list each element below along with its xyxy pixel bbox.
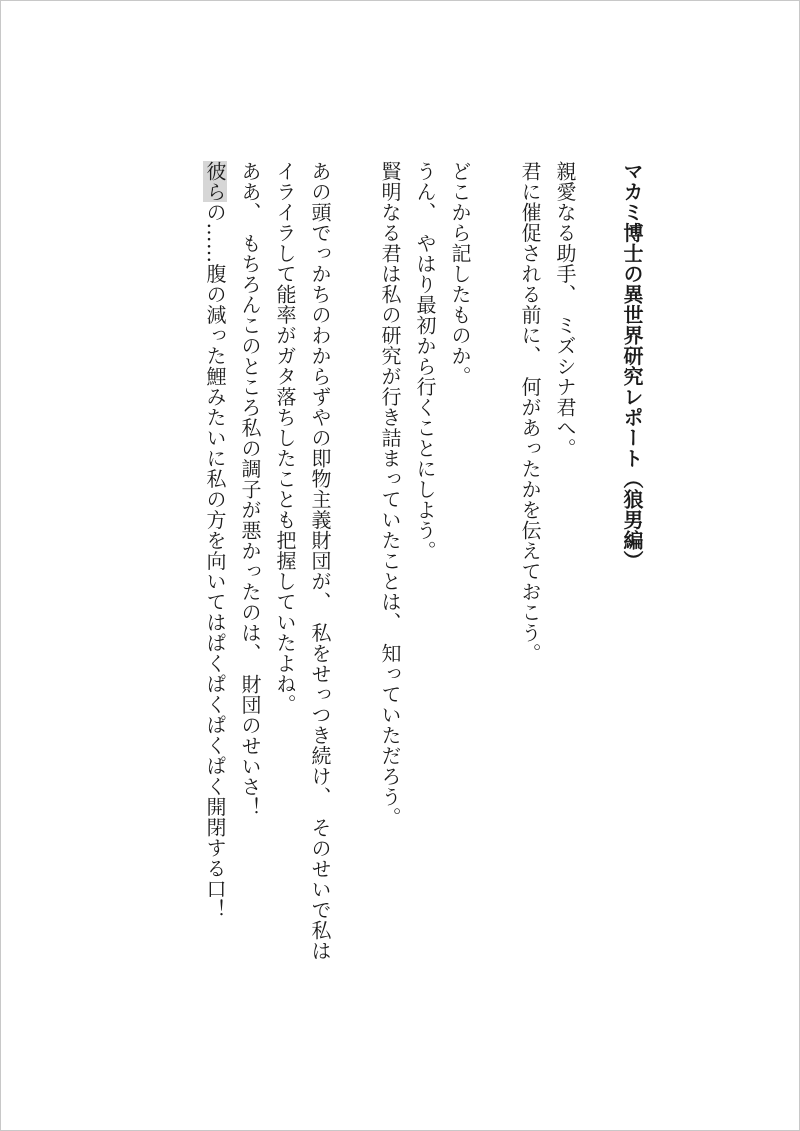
- text-line-7: イライラして能率がガタ落ちしたことも把握していたよね。: [273, 161, 297, 715]
- text-line-9-rest: の……腹の減った鯉みたいに私の方を向いてはぱくぱくぱくぱく開閉する口！: [203, 202, 227, 920]
- vertical-text-body: [197, 161, 649, 961]
- text-line-8: ああ、 もちろんこのところ私の調子が悪かったのは、 財団のせいさ！: [238, 161, 262, 818]
- text-line-3: どこから記したものか。: [448, 161, 472, 387]
- text-selection-highlight[interactable]: 彼ら: [203, 161, 227, 202]
- text-line-4: うん、 やはり最初から行くことにしよう。: [413, 161, 437, 561]
- document-title: マカミ博士の異世界研究レポート（狼男編）: [620, 161, 644, 571]
- text-line-1: 親愛なる助手、 ミズシナ君へ。: [553, 161, 577, 459]
- text-line-6: あの頭でっかちのわからずやの即物主義財団が、 私をせっつき続け、 そのせいで私は: [308, 161, 332, 961]
- text-line-2: 君に催促される前に、 何があったかを伝えておこう。: [518, 161, 542, 664]
- text-line-5: 賢明なる君は私の研究が行き詰まっていたことは、 知っていただろう。: [378, 161, 402, 828]
- text-line-9: [197, 161, 232, 941]
